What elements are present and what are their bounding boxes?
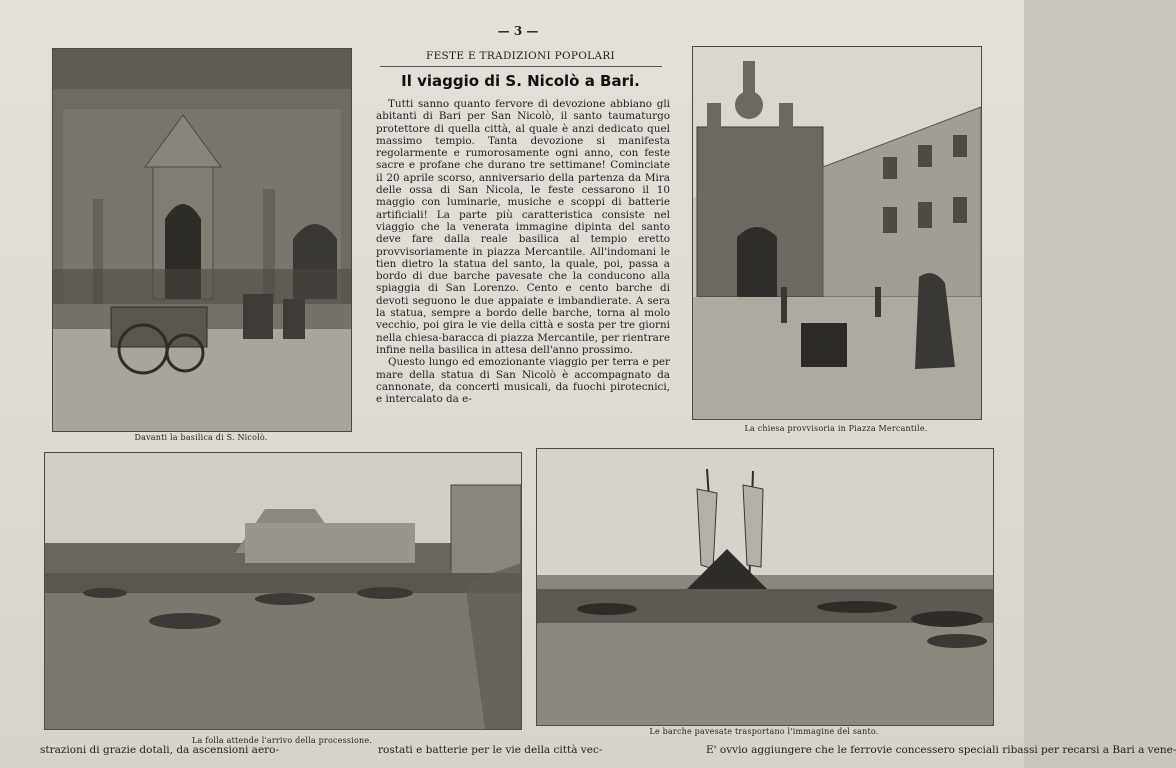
bottom-column-right: E' ovvio aggiungere che le ferrovie concessero speciali ribassi per recarsi a Bari a vene- xyxy=(706,744,1176,756)
photo-basilica xyxy=(52,48,352,432)
caption-chiesa: La chiesa provvisoria in Piazza Mercantile. xyxy=(744,424,928,433)
section-title: FESTE E TRADIZIONI POPOLARI xyxy=(426,50,615,62)
caption-basilica: Davanti la basilica di S. Nicolò. xyxy=(134,433,268,442)
bottom-column-left: strazioni di grazie dotali, da ascensioni aero- xyxy=(40,744,280,756)
bottom-column-middle: rostati e batterie per le vie della città vec- xyxy=(378,744,603,756)
caption-barche: Le barche pavesate trasportano l'immagine del santo. xyxy=(649,727,879,736)
photo-folla xyxy=(44,452,522,730)
article-headline: Il viaggio di S. Nicolò a Bari. xyxy=(401,72,640,90)
basilica-illustration xyxy=(53,49,351,431)
photo-barche xyxy=(536,448,994,726)
article-paragraph-1: Tutti sanno quanto fervore di devozione abbiano gli abitanti di Bari per San Nicolò, il santo taumaturgo protettore di quella città, al quale è anzi dedicato quel massimo tempio. Tanta devozione si manifesta regolarmente e rumorosamente ogni anno, con feste sacre e profane che durano tre settimane! Cominciate il 20 aprile scorso, anniversario della partenza da Mira delle ossa di San Nicola, le feste cessarono il 10 maggio con luminarie, musiche e scoppi di batterie artificiali! La parte più caratteristica consiste nel viaggio che la venerata immagine dipinta del santo deve fare dalla reale basilica al tempio eretto provvisoriamente in piazza Mercantile. All'indomani le tien dietro la statua del santo, la quale, poi, passa a bordo di due barche pavesate che la conducono alla spiaggia di San Lorenzo. Cento e cento barche di devoti seguono le due appaiate e imbandierate. A sera la statua, sempre a bordo delle barche, torna al molo vecchio, poi gira le vie della città e sosta per tre giorni nella chiesa-baracca di piazza Mercantile, per rientrare infine nella basilica in attesa dell'anno prossimo. xyxy=(376,98,670,356)
article-body xyxy=(376,98,670,405)
photo-chiesa-provvisoria xyxy=(692,46,982,420)
page-number: — 3 — xyxy=(497,24,539,38)
article-paragraph-2: Questo lungo ed emozionante viaggio per terra e per mare della statua di San Nicolò è accompagnato da cannonate, da concerti musicali, da fuochi pirotecnici, e intercalato da e- xyxy=(376,356,670,406)
folla-illustration xyxy=(45,453,521,729)
barche-illustration xyxy=(537,449,993,725)
caption-folla: La folla attende l'arrivo della processione. xyxy=(191,736,372,745)
title-rule xyxy=(380,66,662,67)
chiesa-illustration xyxy=(693,47,981,419)
